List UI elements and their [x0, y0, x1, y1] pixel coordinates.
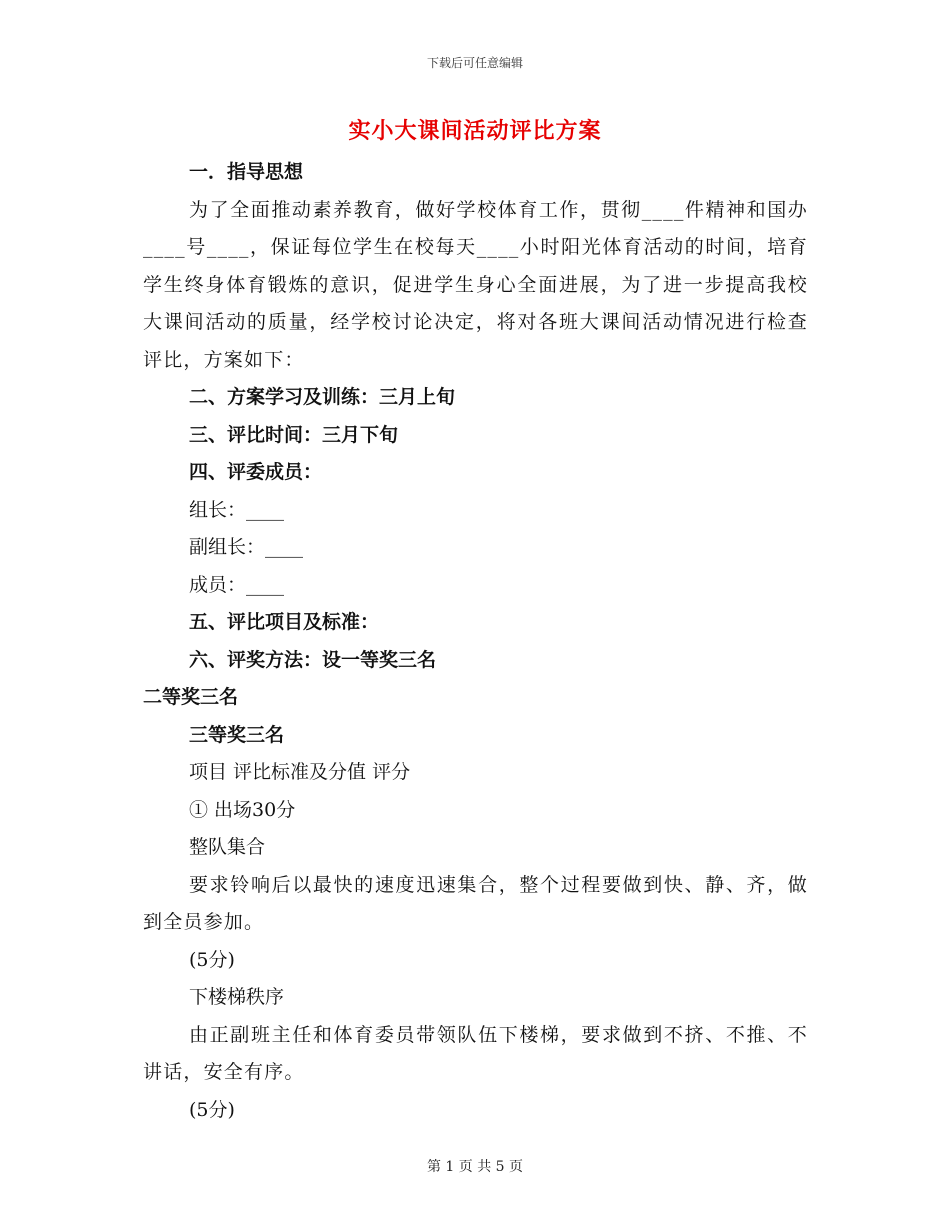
page-header-note: 下载后可任意编辑: [426, 56, 523, 70]
item-stairs-score: (5分): [189, 1098, 235, 1121]
judge-leader-line: 组长：____: [189, 498, 285, 521]
item-assembly-description: 要求铃响后以最快的速度迅速集合，整个过程要做到快、静、齐，做到全员参加。: [143, 873, 808, 933]
table-header-line: 项目 评比标准及分值 评分: [189, 761, 411, 783]
section-heading-judges: 四、评委成员：: [189, 461, 323, 483]
item-stairs-title: 下楼梯秩序: [189, 986, 285, 1008]
item-stairs-description: 由正副班主任和体育委员带领队伍下楼梯，要求做到不挤、不推、不讲话，安全有序。: [143, 1023, 808, 1083]
second-prize-line: 二等奖三名: [143, 686, 239, 708]
third-prize-line: 三等奖三名: [189, 723, 285, 746]
section-heading-award-method: 六、评奖方法：设一等奖三名: [189, 648, 437, 671]
section-paragraph-guiding-ideology: 为了全面推动素养教育，做好学校体育工作，贯彻____件精神和国办____号____，保证每位学生在校每天____小时阳光体育活动的时间，培育学生终身体育锻炼的意识，促进学生身心全面进展，为了进一步提高我校大课间活动的质量，经学校讨论决定，将对各班大课间活动情况进行检查评比，方案如下：: [143, 198, 808, 371]
section-heading-items-standards: 五、评比项目及标准：: [189, 611, 380, 633]
item-entrance-line: ① 出场30分: [189, 798, 296, 821]
section-heading-plan-study: 二、方案学习及训练：三月上旬: [189, 386, 456, 408]
section-heading-guiding-ideology: 一．指导思想: [189, 161, 304, 183]
item-assembly-score: (5分): [189, 948, 235, 971]
judge-deputy-leader-line: 副组长：____: [189, 536, 304, 558]
section-heading-evaluation-time: 三、评比时间：三月下旬: [189, 423, 399, 446]
document-title: 实小大课间活动评比方案: [348, 118, 602, 144]
judge-members-line: 成员：____: [189, 573, 285, 596]
page-footer: 第 1 页 共 5 页: [426, 1159, 524, 1175]
document-body: [143, 154, 808, 1129]
item-assembly-title: 整队集合: [189, 836, 266, 858]
